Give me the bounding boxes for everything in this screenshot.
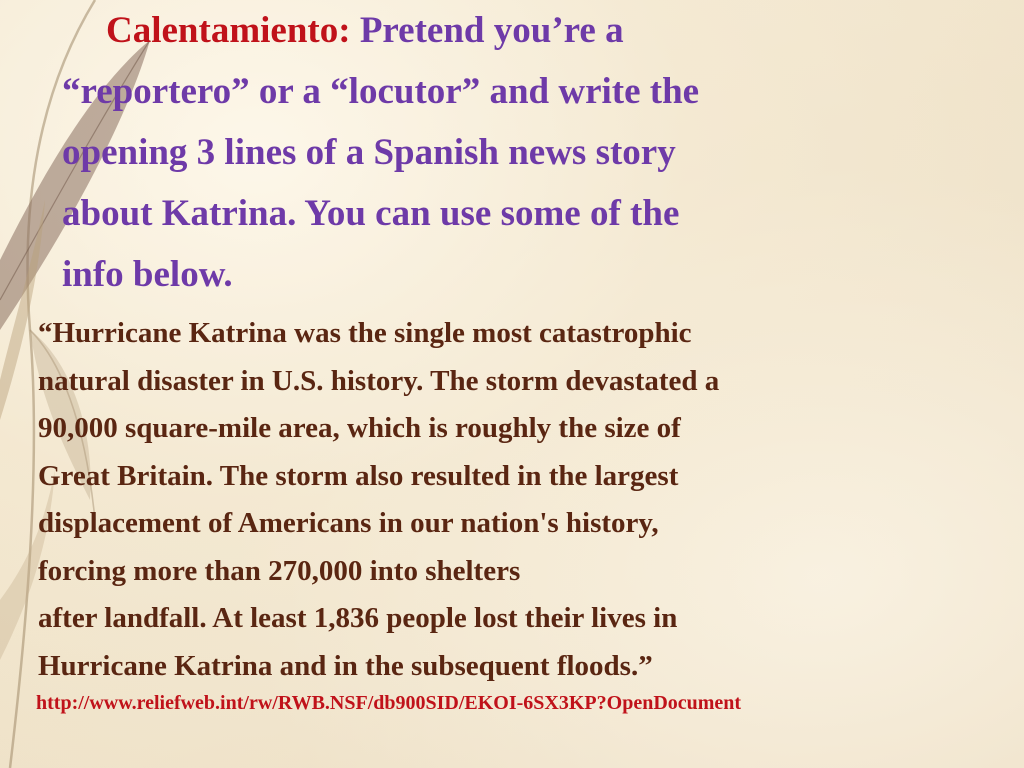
quote-line-3: 90,000 square-mile area, which is roughly the size of: [38, 412, 681, 444]
quote-line-8: Hurricane Katrina and in the subsequent floods.”: [38, 649, 653, 682]
quote-line-4: Great Britain. The storm also resulted in the largest: [38, 459, 679, 492]
title-line-5: info below.: [62, 254, 233, 295]
title-line-2: “reportero” or a “locutor” and write the: [62, 71, 700, 112]
title-line-1: Pretend you’re a: [359, 10, 624, 51]
title-line-4: about Katrina. You can use some of the: [62, 193, 680, 234]
katrina-quote: [38, 310, 1024, 690]
quote-line-6: forcing more than 270,000 into shelters: [38, 554, 521, 587]
title-first-line: [62, 0, 962, 61]
source-link[interactable]: http://www.reliefweb.int/rw/RWB.NSF/db900SID/EKOI-6SX3KP?OpenDocument: [36, 692, 742, 714]
title-line-3: opening 3 lines of a Spanish news story: [62, 132, 676, 173]
quote-line-7: after landfall. At least 1,836 people lost their lives in: [38, 602, 678, 634]
quote-line-2: natural disaster in U.S. history. The storm devastated a: [38, 364, 720, 397]
quote-line-5: displacement of Americans in our nation's history,: [38, 507, 659, 539]
quote-line-1: “Hurricane Katrina was the single most catastrophic: [38, 317, 692, 349]
title-lead: Calentamiento:: [106, 10, 351, 51]
slide-title: [62, 0, 962, 305]
